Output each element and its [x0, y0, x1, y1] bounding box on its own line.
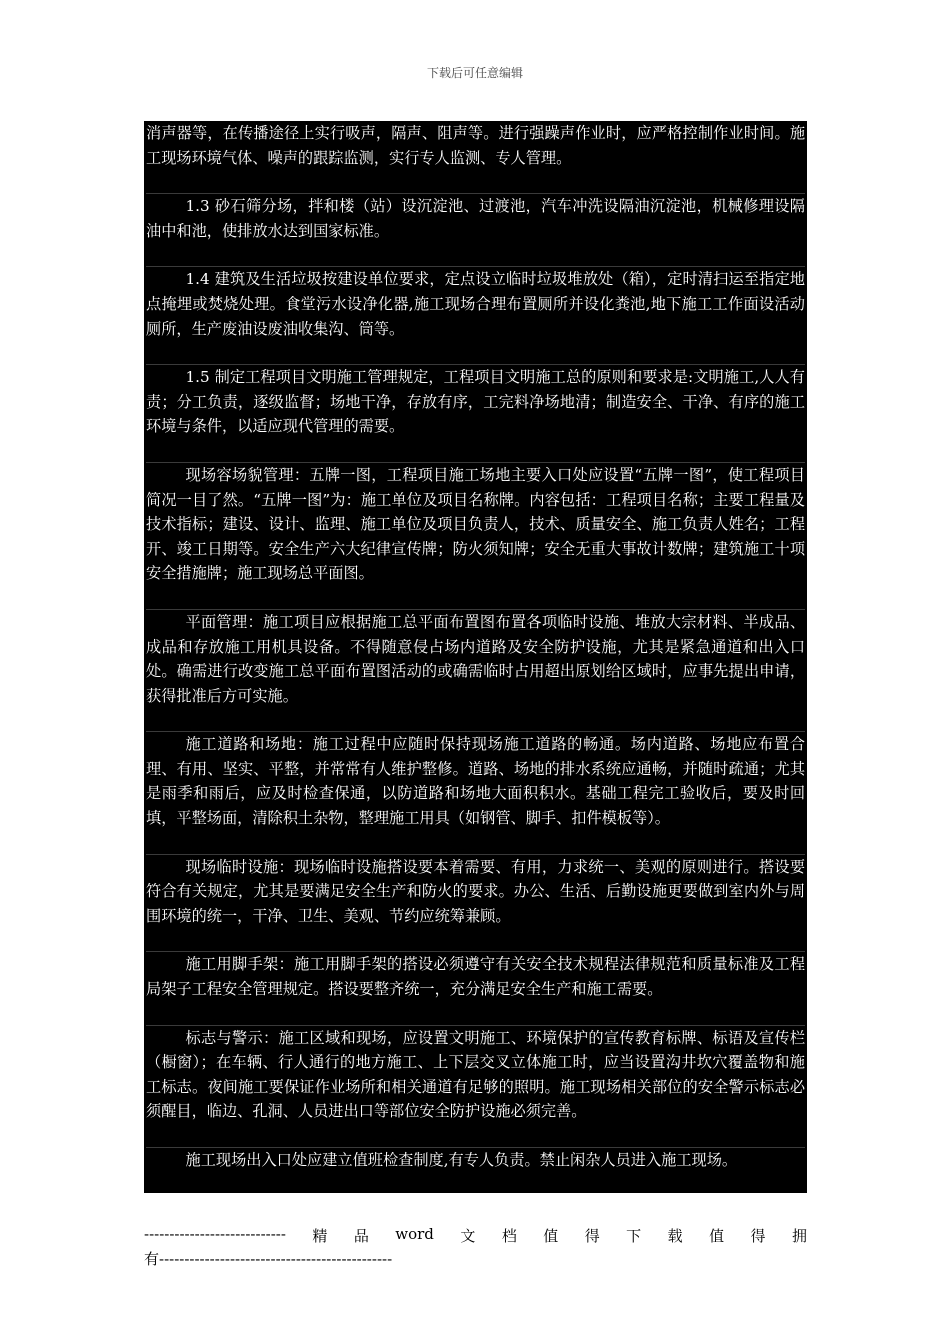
paragraph: 1.3 砂石筛分场，拌和楼（站）设沉淀池、过渡池，汽车冲洗设隔油沉淀池，机械修理设隔油中和池，使排放水达到国家标准。 [146, 197, 805, 240]
footer-word: 下 [626, 1227, 642, 1245]
paragraph: 平面管理：施工项目应根据施工总平面布置图布置各项临时设施、堆放大宗材料、半成品、成品和存放施工用机具设备。不得随意侵占场内道路及安全防护设施，尤其是紧急通道和出入口处。确需进行改变施工总平面布置图活动的或确需临时占用超出原划给区域时，应事先提出申请，获得批准后方可实施。 [146, 612, 805, 705]
paragraph: 标志与警示：施工区域和现场，应设置文明施工、环境保护的宣传教育标牌、标语及宣传栏（橱窗）；在车辆、行人通行的地方施工、上下层交叉立体施工时，应当设置沟井坎穴覆盖物和施工标志。夜间施工要保证作业场所和相关通道有足够的照明。施工现场相关部位的安全警示标志必须醒目，临边、孔洞、人员进出口等部位安全防护设施必须完善。 [146, 1028, 805, 1121]
footer-line: 有---------------------------------------------- [144, 1250, 393, 1268]
paragraph-divider [146, 1002, 805, 1026]
paragraph: 1.4 建筑及生活垃圾按建设单位要求，定点设立临时垃圾堆放处（箱），定时清扫运至指定地点掩埋或焚烧处理。食堂污水设净化器,施工现场合理布置厕所并设化粪池,地下施工工作面设活动厕所，生产废油设废油收集沟、筒等。 [146, 270, 805, 338]
footer-word: 文 [460, 1227, 476, 1245]
footer-dashes: ---------------------------- [144, 1225, 286, 1243]
paragraph: 现场容场貌管理：五牌一图，工程项目施工场地主要入口处应设置“五牌一图”，使工程项目简况一目了然。“五牌一图”为：施工单位及项目名称牌。内容包括：工程项目名称；主要工程量及技术指标；建设、设计、监理、施工单位及项目负责人，技术、质量安全、施工负责人姓名；工程开、竣工日期等。安全生产六大纪律宣传牌；防火须知牌；安全无重大事故计数牌；建筑施工十项安全措施牌；施工现场总平面图。 [146, 465, 805, 583]
paragraph-divider [146, 439, 805, 463]
page-header: 下载后可任意编辑 [426, 66, 523, 80]
paragraph: 施工现场出入口处应建立值班检查制度,有专人负责。禁止闲杂人员进入施工现场。 [185, 1151, 738, 1169]
paragraph-divider [146, 1124, 805, 1148]
footer-word: 档 [501, 1227, 517, 1245]
footer-word: 精 [312, 1227, 328, 1245]
paragraph-divider [146, 170, 805, 194]
paragraph: 施工用脚手架：施工用脚手架的搭设必须遵守有关安全技术规程法律规范和质量标准及工程局架子工程安全管理规定。搭设要整齐统一，充分满足安全生产和施工需要。 [146, 955, 805, 999]
footer-word: 得 [750, 1227, 766, 1245]
footer-word: 得 [584, 1227, 600, 1245]
paragraph: 现场临时设施：现场临时设施搭设要本着需要、有用，力求统一、美观的原则进行。搭设要符合有关规定，尤其是要满足安全生产和防火的要求。办公、生活、后勤设施更要做到室内外与周围环境的统一，干净、卫生、美观、节约应统筹兼顾。 [146, 857, 805, 925]
footer-word: 载 [667, 1227, 683, 1245]
paragraph-divider [146, 928, 805, 952]
paragraph: 消声器等，在传播途径上实行吸声，隔声、阻声等。进行强躁声作业时，应严格控制作业时间。施工现场环境气体、噪声的跟踪监测，实行专人监测、专人管理。 [146, 124, 805, 167]
footer-word: 值 [709, 1227, 725, 1245]
footer-word: 品 [353, 1227, 369, 1245]
page-footer [144, 1225, 807, 1269]
paragraph-divider [146, 341, 805, 365]
paragraph-divider [146, 831, 805, 855]
paragraph: 施工道路和场地：施工过程中应随时保持现场施工道路的畅通。场内道路、场地应布置合理、有用、坚实、平整，并常常有人维护整修。道路、场地的排水系统应通畅，并随时疏通；尤其是雨季和雨后，应及时检查保通，以防道路和场地大面积积水。基础工程完工验收后，要及时回填，平整场面，清除积土杂物，整理施工用具（如钢管、脚手、扣件模板等）。 [146, 735, 805, 828]
paragraph-divider [146, 586, 805, 610]
footer-word: 拥 [791, 1227, 807, 1245]
footer-word: 值 [543, 1227, 559, 1245]
document-body [144, 121, 807, 1193]
paragraph-divider [146, 243, 805, 267]
footer-line [144, 1225, 807, 1246]
paragraph: 1.5 制定工程项目文明施工管理规定，工程项目文明施工总的原则和要求是:文明施工,人人有责；分工负责，逐级监督；场地干净，存放有序，工完料净场地清；制造安全、干净、有序的施工环境与条件，以适应现代管理的需要。 [146, 368, 805, 436]
paragraph-divider [146, 708, 805, 732]
footer-word: word [395, 1225, 434, 1243]
